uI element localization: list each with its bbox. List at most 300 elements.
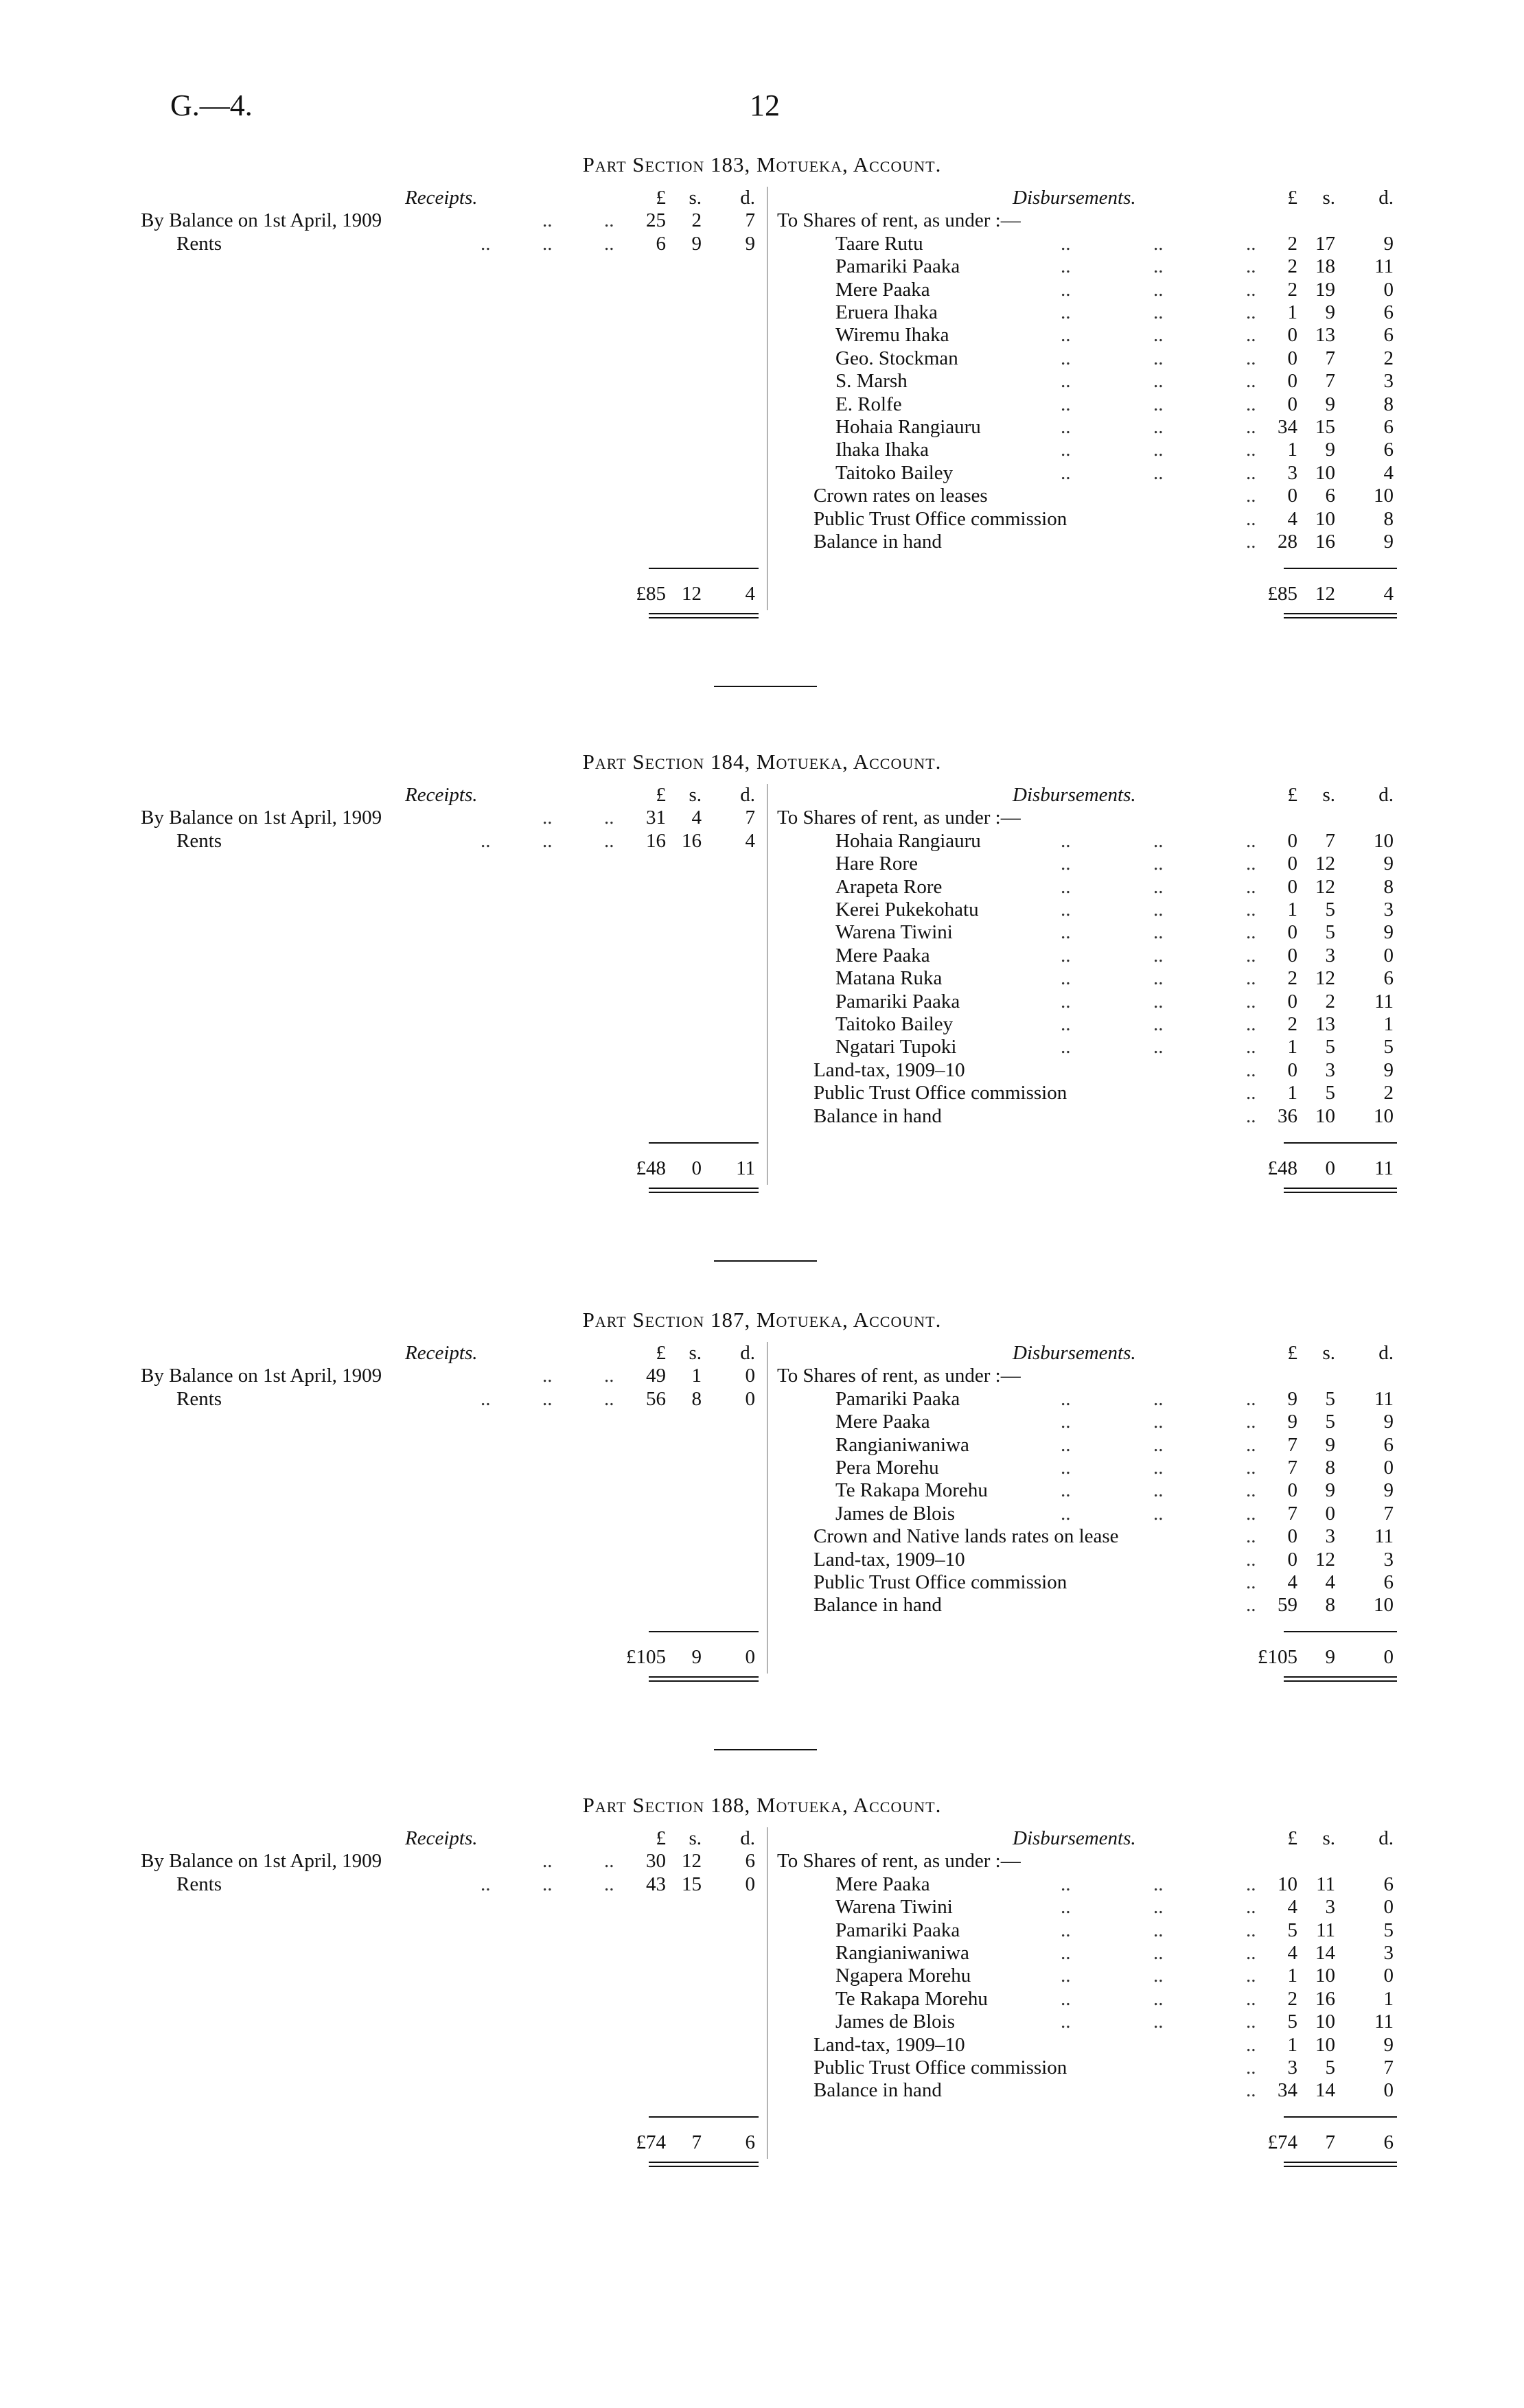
share-shillings: 10 <box>1315 2011 1335 2033</box>
share-name: Pamariki Paaka <box>835 1387 960 1410</box>
leader-dots: .. <box>1061 1987 1071 2010</box>
share-pounds: 34 <box>1278 416 1297 438</box>
leader-dots: .. <box>1246 393 1256 415</box>
receipts-total-pence: 0 <box>745 1646 755 1669</box>
share-pence: 8 <box>1383 875 1394 898</box>
leader-dots: .. <box>1061 875 1071 898</box>
leader-dots: .. <box>1153 1387 1164 1410</box>
share-pence: 11 <box>1374 255 1394 278</box>
receipts-total-pence: 6 <box>745 2131 755 2154</box>
share-shillings: 13 <box>1315 1013 1335 1035</box>
disbursement-item: Public Trust Office commission <box>813 1082 1067 1104</box>
leader-dots: .. <box>542 1365 553 1387</box>
disb-pence-header: d. <box>1378 187 1394 209</box>
leader-dots: .. <box>1246 921 1256 944</box>
disbursements-total-shillings: 12 <box>1315 583 1335 605</box>
receipts-subtotal-rule <box>649 568 759 569</box>
receipts-pence-header: d. <box>740 784 755 806</box>
disbursement-item: Balance in hand <box>813 531 942 553</box>
share-pence: 6 <box>1383 1873 1394 1895</box>
leader-dots: .. <box>1061 1013 1071 1035</box>
disbursements-total-pence: 4 <box>1383 583 1394 605</box>
leader-dots: .. <box>1246 324 1256 347</box>
share-pence: 10 <box>1374 829 1394 852</box>
disb-subtotal-rule <box>1284 1631 1397 1632</box>
share-name: Hare Rore <box>835 853 918 875</box>
leader-dots: .. <box>542 1873 553 1895</box>
leader-dots: .. <box>1061 301 1071 323</box>
disbursement-pence: 10 <box>1374 1594 1394 1617</box>
share-pounds: 2 <box>1287 1013 1297 1035</box>
leader-dots: .. <box>1246 439 1256 461</box>
share-name: Pamariki Paaka <box>835 990 960 1012</box>
receipt-pounds: 16 <box>646 829 666 852</box>
leader-dots: .. <box>604 209 614 232</box>
disb-total-double-rule <box>1284 2162 1397 2167</box>
disbursement-pence: 2 <box>1383 1082 1394 1104</box>
receipts-total-pence: 4 <box>745 583 755 605</box>
disb-pence-header: d. <box>1378 1827 1394 1849</box>
receipt-pounds: 6 <box>656 232 666 255</box>
receipts-total-shillings: 0 <box>691 1157 702 1179</box>
leader-dots: .. <box>1246 507 1256 530</box>
share-name: Taare Rutu <box>835 232 923 255</box>
share-pence: 0 <box>1383 1896 1394 1919</box>
share-pence: 3 <box>1383 899 1394 921</box>
leader-dots: .. <box>1246 232 1256 255</box>
share-name: Pamariki Paaka <box>835 1919 960 1941</box>
leader-dots: .. <box>1153 393 1164 415</box>
leader-dots: .. <box>1246 485 1256 507</box>
leader-dots: .. <box>1153 439 1164 461</box>
leader-dots: .. <box>1153 301 1164 323</box>
share-shillings: 7 <box>1325 347 1335 369</box>
share-pounds: 0 <box>1287 347 1297 369</box>
receipts-heading: Receipts. <box>405 1827 478 1849</box>
disbursement-pence: 9 <box>1383 2033 1394 2056</box>
share-name: Warena Tiwini <box>835 1896 953 1919</box>
share-shillings: 5 <box>1325 1036 1335 1058</box>
leader-dots: .. <box>1246 1594 1256 1617</box>
share-pence: 0 <box>1383 1965 1394 1987</box>
leader-dots: .. <box>1153 1502 1164 1525</box>
leader-dots: .. <box>1061 967 1071 990</box>
share-name: Hohaia Rangiauru <box>835 416 981 438</box>
receipt-shillings: 1 <box>691 1365 702 1387</box>
disbursements-total-shillings: 0 <box>1325 1157 1335 1179</box>
share-shillings: 3 <box>1325 944 1335 966</box>
leader-dots: .. <box>1246 1387 1256 1410</box>
share-pence: 9 <box>1383 1411 1394 1433</box>
share-pounds: 1 <box>1287 301 1297 323</box>
share-pounds: 1 <box>1287 439 1297 461</box>
share-pounds: 2 <box>1287 1987 1297 2010</box>
disbursement-item: Balance in hand <box>813 1104 942 1127</box>
share-pounds: 0 <box>1287 921 1297 944</box>
share-pounds: 5 <box>1287 1919 1297 1941</box>
leader-dots: .. <box>1061 347 1071 369</box>
leader-dots: .. <box>1153 1942 1164 1964</box>
disbursements-total-pence: 0 <box>1383 1646 1394 1669</box>
receipts-total-shillings: 12 <box>682 583 702 605</box>
disbursement-item: Land-tax, 1909–10 <box>813 2033 965 2056</box>
leader-dots: .. <box>1246 1104 1256 1127</box>
leader-dots: .. <box>1153 1411 1164 1433</box>
leader-dots: .. <box>1246 1987 1256 2010</box>
disbursements-total-shillings: 9 <box>1325 1646 1335 1669</box>
leader-dots: .. <box>1153 1013 1164 1035</box>
leader-dots: .. <box>1061 439 1071 461</box>
disb-total-double-rule <box>1284 1188 1397 1193</box>
share-pence: 2 <box>1383 347 1394 369</box>
disbursement-pence: 7 <box>1383 2057 1394 2079</box>
disbursement-pounds: 0 <box>1287 1548 1297 1571</box>
receipt-label: Rents <box>176 232 222 255</box>
leader-dots: .. <box>1246 255 1256 278</box>
disbursement-shillings: 3 <box>1325 1525 1335 1548</box>
leader-dots: .. <box>1061 853 1071 875</box>
share-name: Mere Paaka <box>835 1873 930 1895</box>
disb-total-double-rule <box>1284 1676 1397 1682</box>
receipts-pound-header: £ <box>656 1827 666 1849</box>
receipt-shillings: 8 <box>691 1387 702 1410</box>
leader-dots: .. <box>1061 2011 1071 2033</box>
leader-dots: .. <box>1246 2079 1256 2102</box>
share-name: James de Blois <box>835 1502 955 1525</box>
leader-dots: .. <box>1246 1965 1256 1987</box>
receipts-total-double-rule <box>649 1188 759 1193</box>
share-pounds: 0 <box>1287 324 1297 347</box>
leader-dots: .. <box>1246 967 1256 990</box>
disbursement-pounds: 0 <box>1287 1525 1297 1548</box>
leader-dots: .. <box>542 1850 553 1873</box>
share-pence: 0 <box>1383 1457 1394 1479</box>
leader-dots: .. <box>1153 2011 1164 2033</box>
receipt-pounds: 31 <box>646 807 666 829</box>
leader-dots: .. <box>1061 1896 1071 1919</box>
share-shillings: 9 <box>1325 1433 1335 1456</box>
leader-dots: .. <box>1246 278 1256 301</box>
share-shillings: 5 <box>1325 921 1335 944</box>
disb-shilling-header: s. <box>1322 187 1335 209</box>
leader-dots: .. <box>1246 829 1256 852</box>
share-name: Kerei Pukekohatu <box>835 899 979 921</box>
page-number: 12 <box>750 89 780 122</box>
leader-dots: .. <box>1246 1013 1256 1035</box>
share-shillings: 10 <box>1315 461 1335 484</box>
leader-dots: .. <box>1061 461 1071 484</box>
receipts-shilling-header: s. <box>689 1827 702 1849</box>
leader-dots: .. <box>1061 1919 1071 1941</box>
leader-dots: .. <box>604 807 614 829</box>
leader-dots: .. <box>1061 1433 1071 1456</box>
leader-dots: .. <box>604 829 614 852</box>
receipts-pound-header: £ <box>656 784 666 806</box>
leader-dots: .. <box>1246 1525 1256 1548</box>
disbursements-heading: Disbursements. <box>1013 1827 1136 1849</box>
leader-dots: .. <box>1061 1479 1071 1502</box>
leader-dots: .. <box>1153 416 1164 438</box>
share-name: Geo. Stockman <box>835 347 958 369</box>
disbursement-pence: 11 <box>1374 1525 1394 1548</box>
share-shillings: 11 <box>1316 1919 1335 1941</box>
receipt-shillings: 2 <box>691 209 702 232</box>
disbursement-pounds: 36 <box>1278 1104 1297 1127</box>
disbursement-pence: 0 <box>1383 2079 1394 2102</box>
share-shillings: 0 <box>1325 1502 1335 1525</box>
disbursement-item: Balance in hand <box>813 1594 942 1617</box>
share-pounds: 0 <box>1287 393 1297 415</box>
leader-dots: .. <box>1061 278 1071 301</box>
leader-dots: .. <box>1153 1036 1164 1058</box>
disbursement-pounds: 1 <box>1287 1082 1297 1104</box>
disbursement-shillings: 3 <box>1325 1058 1335 1081</box>
leader-dots: .. <box>1153 853 1164 875</box>
leader-dots: .. <box>1153 1457 1164 1479</box>
disbursement-item: Public Trust Office commission <box>813 507 1067 530</box>
disbursement-item: Land-tax, 1909–10 <box>813 1058 965 1081</box>
leader-dots: .. <box>1061 1873 1071 1895</box>
disbursements-intro: To Shares of rent, as under :— <box>777 1850 1021 1873</box>
share-pence: 5 <box>1383 1036 1394 1058</box>
receipts-subtotal-rule <box>649 1142 759 1144</box>
share-pounds: 0 <box>1287 944 1297 966</box>
leader-dots: .. <box>1246 1082 1256 1104</box>
share-shillings: 9 <box>1325 393 1335 415</box>
disbursements-intro: To Shares of rent, as under :— <box>777 209 1021 232</box>
share-pounds: 7 <box>1287 1433 1297 1456</box>
leader-dots: .. <box>1153 875 1164 898</box>
disbursements-heading: Disbursements. <box>1013 1342 1136 1364</box>
receipt-shillings: 15 <box>682 1873 702 1895</box>
leader-dots: .. <box>1061 1457 1071 1479</box>
share-name: Pamariki Paaka <box>835 255 960 278</box>
receipt-pence: 7 <box>745 807 755 829</box>
share-pence: 6 <box>1383 416 1394 438</box>
leader-dots: .. <box>1246 1433 1256 1456</box>
leader-dots: .. <box>1153 944 1164 966</box>
receipt-shillings: 12 <box>682 1850 702 1873</box>
share-name: Te Rakapa Morehu <box>835 1479 988 1502</box>
receipt-label: By Balance on 1st April, 1909 <box>141 1850 382 1873</box>
receipts-heading: Receipts. <box>405 784 478 806</box>
receipt-pence: 0 <box>745 1873 755 1895</box>
share-shillings: 7 <box>1325 829 1335 852</box>
leader-dots: .. <box>1246 2057 1256 2079</box>
share-pence: 9 <box>1383 853 1394 875</box>
share-shillings: 9 <box>1325 301 1335 323</box>
share-name: Pera Morehu <box>835 1457 939 1479</box>
disbursement-pounds: 0 <box>1287 485 1297 507</box>
share-pence: 6 <box>1383 439 1394 461</box>
leader-dots: .. <box>1061 1965 1071 1987</box>
leader-dots: .. <box>481 1387 491 1410</box>
disbursement-pounds: 59 <box>1278 1594 1297 1617</box>
leader-dots: .. <box>1153 1896 1164 1919</box>
share-name: Rangianiwaniwa <box>835 1433 969 1456</box>
disbursement-pounds: 0 <box>1287 1058 1297 1081</box>
share-pence: 5 <box>1383 1919 1394 1941</box>
receipts-pound-header: £ <box>656 1342 666 1364</box>
receipt-pounds: 43 <box>646 1873 666 1895</box>
leader-dots: .. <box>1246 1919 1256 1941</box>
share-pence: 7 <box>1383 1502 1394 1525</box>
disbursement-shillings: 4 <box>1325 1571 1335 1593</box>
share-pence: 6 <box>1383 967 1394 990</box>
disb-pound-header: £ <box>1287 1342 1297 1364</box>
section-title: Part Section 188, Motueka, Account. <box>582 1793 942 1817</box>
share-pence: 6 <box>1383 301 1394 323</box>
disbursements-total-pence: 6 <box>1383 2131 1394 2154</box>
leader-dots: .. <box>1246 1502 1256 1525</box>
receipt-label: By Balance on 1st April, 1909 <box>141 1365 382 1387</box>
leader-dots: .. <box>1246 2011 1256 2033</box>
disbursements-total-pounds: £74 <box>1267 2131 1297 2154</box>
share-shillings: 2 <box>1325 990 1335 1012</box>
share-shillings: 5 <box>1325 1411 1335 1433</box>
leader-dots: .. <box>1246 899 1256 921</box>
share-pence: 6 <box>1383 324 1394 347</box>
share-pounds: 0 <box>1287 853 1297 875</box>
receipt-pence: 0 <box>745 1365 755 1387</box>
receipt-pence: 9 <box>745 232 755 255</box>
receipts-shilling-header: s. <box>689 1342 702 1364</box>
disb-total-double-rule <box>1284 613 1397 618</box>
share-name: Te Rakapa Morehu <box>835 1987 988 2010</box>
disbursement-item: Crown and Native lands rates on lease <box>813 1525 1119 1548</box>
share-pence: 9 <box>1383 1479 1394 1502</box>
disbursements-total-pounds: £85 <box>1267 583 1297 605</box>
disbursement-shillings: 14 <box>1315 2079 1335 2102</box>
leader-dots: .. <box>1061 829 1071 852</box>
page-ref: G.—4. <box>170 89 253 122</box>
share-shillings: 9 <box>1325 439 1335 461</box>
disbursements-heading: Disbursements. <box>1013 187 1136 209</box>
share-name: Mere Paaka <box>835 944 930 966</box>
disbursement-item: Balance in hand <box>813 2079 942 2102</box>
leader-dots: .. <box>1153 347 1164 369</box>
disbursement-shillings: 16 <box>1315 531 1335 553</box>
leader-dots: .. <box>1246 1571 1256 1593</box>
leader-dots: .. <box>1153 967 1164 990</box>
share-name: Taitoko Bailey <box>835 461 954 484</box>
receipt-pence: 7 <box>745 209 755 232</box>
share-pence: 1 <box>1383 1987 1394 2010</box>
leader-dots: .. <box>1246 990 1256 1012</box>
share-pounds: 9 <box>1287 1411 1297 1433</box>
disb-shilling-header: s. <box>1322 784 1335 806</box>
leader-dots: .. <box>1061 990 1071 1012</box>
section-title: Part Section 183, Motueka, Account. <box>582 152 942 176</box>
share-pence: 9 <box>1383 921 1394 944</box>
receipt-pounds: 30 <box>646 1850 666 1873</box>
disb-pence-header: d. <box>1378 1342 1394 1364</box>
leader-dots: .. <box>1153 278 1164 301</box>
leader-dots: .. <box>1246 875 1256 898</box>
disbursement-shillings: 10 <box>1315 2033 1335 2056</box>
share-pounds: 5 <box>1287 2011 1297 2033</box>
leader-dots: .. <box>1061 921 1071 944</box>
leader-dots: .. <box>1246 853 1256 875</box>
share-shillings: 5 <box>1325 899 1335 921</box>
share-pence: 0 <box>1383 278 1394 301</box>
leader-dots: .. <box>1153 370 1164 393</box>
share-pence: 3 <box>1383 370 1394 393</box>
leader-dots: .. <box>1246 347 1256 369</box>
leader-dots: .. <box>1246 2033 1256 2056</box>
receipt-pounds: 56 <box>646 1387 666 1410</box>
receipts-total-pounds: £105 <box>626 1646 666 1669</box>
receipt-label: Rents <box>176 1873 222 1895</box>
share-shillings: 10 <box>1315 1965 1335 1987</box>
leader-dots: .. <box>604 1850 614 1873</box>
receipts-total-pounds: £85 <box>636 583 666 605</box>
share-name: Wiremu Ihaka <box>835 324 949 347</box>
receipt-pence: 6 <box>745 1850 755 1873</box>
receipts-total-shillings: 7 <box>691 2131 702 2154</box>
share-shillings: 7 <box>1325 370 1335 393</box>
share-shillings: 19 <box>1315 278 1335 301</box>
leader-dots: .. <box>1153 1987 1164 2010</box>
leader-dots: .. <box>1153 324 1164 347</box>
share-name: E. Rolfe <box>835 393 902 415</box>
leader-dots: .. <box>1246 1479 1256 1502</box>
share-pounds: 0 <box>1287 370 1297 393</box>
share-pence: 11 <box>1374 990 1394 1012</box>
section-separator <box>714 1260 817 1262</box>
leader-dots: .. <box>1153 1433 1164 1456</box>
disbursements-intro: To Shares of rent, as under :— <box>777 807 1021 829</box>
leader-dots: .. <box>1246 1942 1256 1964</box>
disbursement-item: Public Trust Office commission <box>813 2057 1067 2079</box>
receipts-subtotal-rule <box>649 2116 759 2118</box>
share-shillings: 16 <box>1315 1987 1335 2010</box>
share-pounds: 0 <box>1287 829 1297 852</box>
receipt-label: Rents <box>176 829 222 852</box>
receipt-pence: 0 <box>745 1387 755 1410</box>
receipt-pounds: 49 <box>646 1365 666 1387</box>
share-shillings: 3 <box>1325 1896 1335 1919</box>
disb-pound-header: £ <box>1287 1827 1297 1849</box>
disbursement-pounds: 4 <box>1287 1571 1297 1593</box>
share-pence: 8 <box>1383 393 1394 415</box>
share-pence: 11 <box>1374 2011 1394 2033</box>
leader-dots: .. <box>1153 899 1164 921</box>
disb-subtotal-rule <box>1284 2116 1397 2118</box>
leader-dots: .. <box>1153 232 1164 255</box>
leader-dots: .. <box>604 1873 614 1895</box>
leader-dots: .. <box>1061 944 1071 966</box>
leader-dots: .. <box>1153 255 1164 278</box>
receipts-total-pence: 11 <box>736 1157 755 1179</box>
disbursement-pence: 9 <box>1383 1058 1394 1081</box>
receipt-pounds: 25 <box>646 209 666 232</box>
share-shillings: 18 <box>1315 255 1335 278</box>
leader-dots: .. <box>1153 1479 1164 1502</box>
share-shillings: 12 <box>1315 967 1335 990</box>
leader-dots: .. <box>1061 370 1071 393</box>
share-shillings: 14 <box>1315 1942 1335 1964</box>
disbursements-total-pounds: £105 <box>1258 1646 1297 1669</box>
share-pence: 9 <box>1383 232 1394 255</box>
disbursement-shillings: 10 <box>1315 1104 1335 1127</box>
disbursement-pence: 10 <box>1374 1104 1394 1127</box>
leader-dots: .. <box>481 829 491 852</box>
leader-dots: .. <box>542 807 553 829</box>
leader-dots: .. <box>481 1873 491 1895</box>
share-pounds: 7 <box>1287 1457 1297 1479</box>
leader-dots: .. <box>604 1387 614 1410</box>
